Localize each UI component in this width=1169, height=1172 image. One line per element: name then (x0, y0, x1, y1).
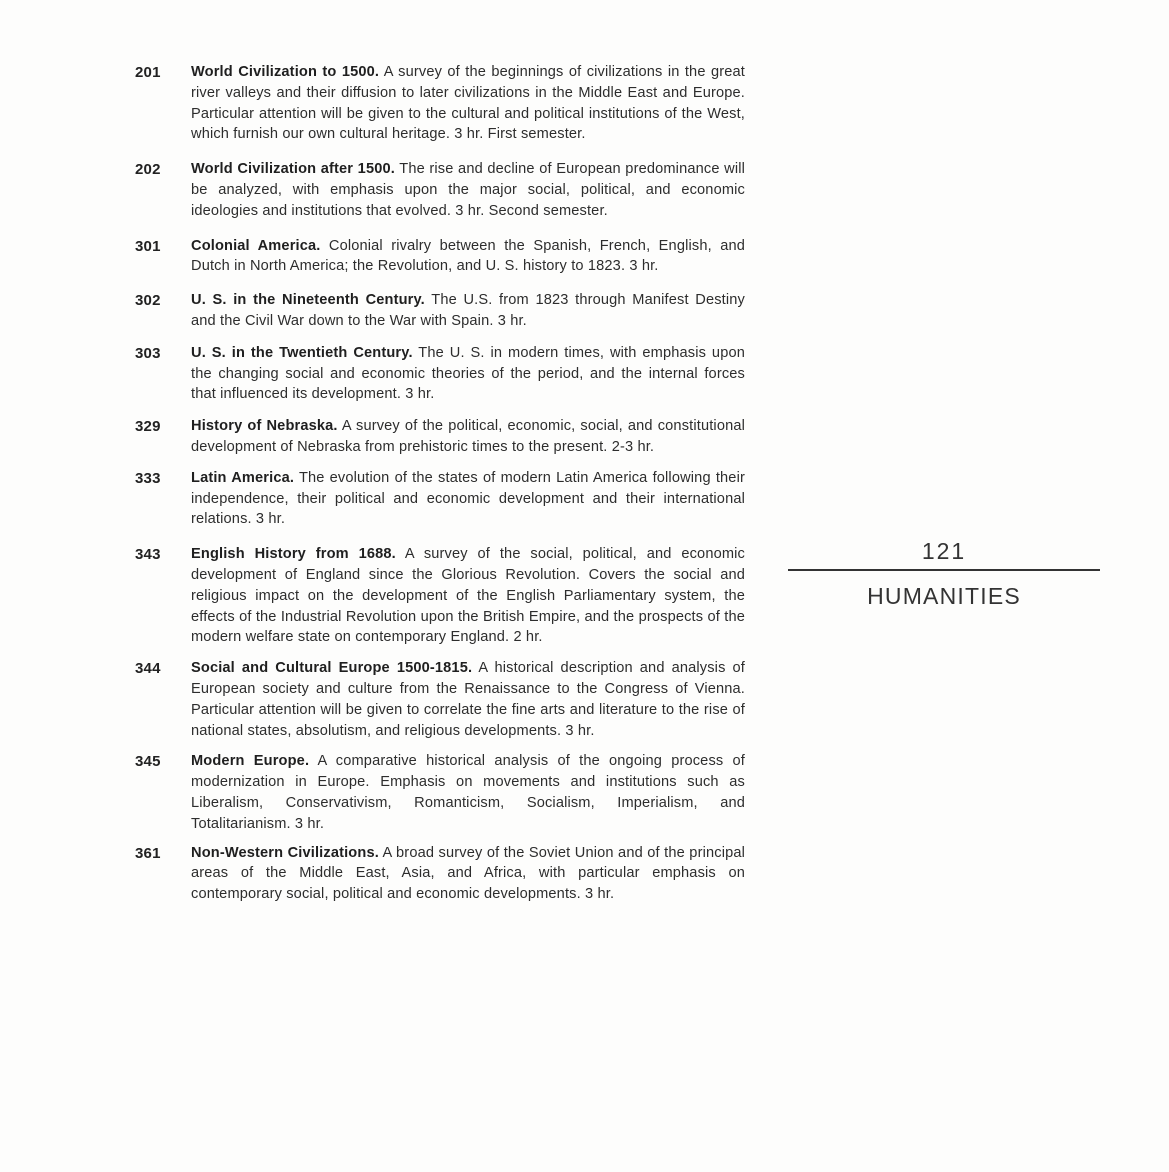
course-entry (135, 236, 745, 278)
course-number: 333 (135, 469, 161, 487)
course-description: A broad survey of the Soviet Union and of the principal areas of the Middle East, Asia, and Africa, with particular emphasis on contemporary social, political and economic developments. 3 hr. (191, 844, 746, 903)
course-text (191, 544, 745, 648)
course-text (191, 468, 745, 530)
course-text (191, 236, 745, 278)
course-description: The evolution of the states of modern Latin America following their independence, their political and economic development and their international relations. 3 hr. (191, 469, 745, 528)
section-title: HUMANITIES (867, 583, 1021, 609)
course-description: A survey of the social, political, and economic development of England since the Glorious Revolution. Covers the social and religious impact on the development of the English Parliamentary system, the effects of the Industrial Revolution upon the British Empire, and the prospects of the modern welfare state on contemporary England. 2 hr. (191, 546, 746, 646)
course-number: 343 (135, 546, 161, 564)
course-entry (135, 416, 745, 458)
course-title: Latin America. (191, 469, 295, 486)
course-description: A survey of the political, economic, social, and constitutional development of Nebraska from prehistoric times to the present. 2-3 hr. (191, 418, 746, 455)
course-title: English History from 1688. (191, 546, 396, 563)
course-entry (135, 658, 745, 741)
course-number: 361 (135, 844, 161, 862)
course-title: U. S. in the Twentieth Century. (191, 344, 413, 361)
course-number: 201 (135, 64, 161, 81)
course-text (191, 751, 745, 834)
course-list (135, 62, 745, 905)
course-number: 345 (135, 753, 161, 771)
course-number: 303 (135, 344, 161, 362)
course-entry (135, 62, 745, 145)
course-title: World Civilization to 1500. (191, 64, 380, 80)
divider-rule (788, 569, 1100, 571)
course-entry (135, 843, 745, 905)
course-title: Social and Cultural Europe 1500-1815. (191, 660, 473, 677)
course-text (191, 343, 745, 405)
course-number: 329 (135, 418, 161, 436)
course-text (191, 290, 745, 332)
page-number: 121 (921, 538, 967, 564)
course-description: The rise and decline of European predominance will be analyzed, with emphasis upon the major social, political, and economic ideologies and institutions that evolved. 3 hr. Second semester. (191, 161, 746, 219)
course-text (191, 62, 745, 145)
course-entry (135, 343, 745, 405)
course-description: A comparative historical analysis of the ongoing process of modernization in Europe. Emphasis on movements and institutions such as Liberalism, Conservativism, Romanticism, Socialism, Imperialism, and Totalitarianism. 3 hr. (191, 753, 745, 832)
course-number: 302 (135, 292, 161, 310)
course-description: The U. S. in modern times, with emphasis upon the changing social and economic theories of the period, and the internal forces that influenced its development. 3 hr. (191, 344, 746, 403)
course-number: 301 (135, 237, 161, 255)
course-number: 202 (135, 161, 161, 179)
course-entry (135, 159, 745, 221)
course-title: Non-Western Civilizations. (191, 844, 379, 861)
course-text (191, 658, 745, 741)
course-title: History of Nebraska. (191, 418, 338, 435)
course-number: 344 (135, 660, 161, 678)
course-description: A historical description and analysis of European society and culture from the Renaissance to the Congress of Vienna. Particular attention will be given to correlate the fine arts and literature to the rise of national states, absolutism, and religious developments. 3 hr. (191, 660, 745, 739)
course-description: The U.S. from 1823 through Manifest Destiny and the Civil War down to the War with Spain. 3 hr. (191, 292, 745, 329)
course-text (191, 159, 745, 221)
course-title: U. S. in the Nineteenth Century. (191, 292, 425, 309)
course-entry (135, 751, 745, 834)
course-entry (135, 544, 745, 648)
course-description: Colonial rivalry between the Spanish, French, English, and Dutch in North America; the Revolution, and U. S. history to 1823. 3 hr. (191, 237, 745, 275)
course-title: Colonial America. (191, 237, 321, 254)
course-text (191, 843, 745, 905)
course-title: Modern Europe. (191, 753, 310, 770)
course-text (191, 416, 745, 458)
course-title: World Civilization after 1500. (191, 161, 395, 178)
course-entry (135, 468, 745, 530)
running-head (788, 534, 1100, 610)
course-entry (135, 290, 745, 332)
course-description: A survey of the beginnings of civilizations in the great river valleys and their diffusion to later civilizations in the Middle East and Europe. Particular attention will be given to the cultural and political institutions of the West, which furnish our own cultural heritage. 3 hr. First semester. (191, 64, 745, 143)
